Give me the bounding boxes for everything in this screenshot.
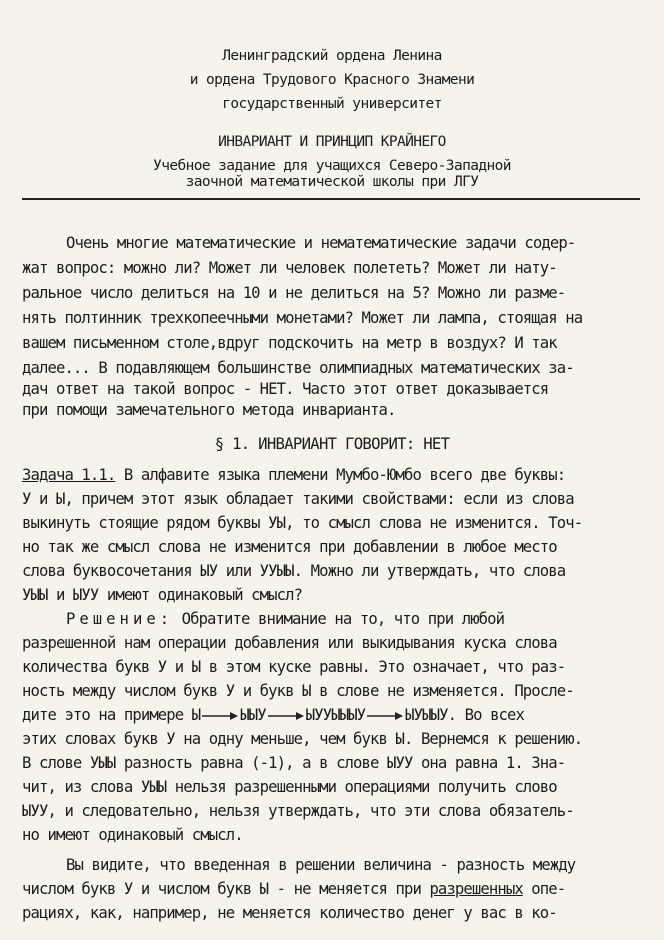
intro-line: Очень многие математические и нематематические задачи содер-	[66, 234, 576, 252]
institution-line-2: и ордена Трудового Красного Знамени	[189, 72, 475, 88]
intro-line: жат вопрос: можно ли? Может ли человек полететь? Может ли нату-	[22, 259, 557, 277]
intro-line: далее... В подавляющем большинстве олимпиадных математических за-	[22, 359, 574, 377]
closing-line: рациях, как, например, не меняется количество денег у вас в ко-	[22, 904, 557, 922]
example-word: ЫУЫЫУ	[405, 706, 448, 724]
solution-line: разрешенной нам операции добавления или выкидывания куска слова	[22, 634, 557, 652]
solution-label: Решение:	[66, 610, 174, 628]
document-title: ИНВАРИАНТ И ПРИНЦИП КРАЙНЕГО	[218, 134, 446, 150]
solution-text: Обратите внимание на то, что при любой	[173, 610, 505, 628]
problem-line: выкинуть стоящие рядом буквы УЫ, то смысл слова не изменится. Точ-	[22, 514, 583, 532]
problem-text: В алфавите языка племени Мумбо-Юмбо всего две буквы:	[115, 466, 566, 484]
section-heading: § 1. ИНВАРИАНТ ГОВОРИТ: НЕТ	[214, 435, 450, 453]
solution-line: ность между числом букв У и букв Ы в слове не изменяется. Просле-	[22, 682, 574, 700]
solution-line: этих словах букв У на одну меньше, чем букв Ы. Вернемся к решению.	[22, 730, 583, 748]
problem-line: слова буквосочетания ЫУ или УУЫЫ. Можно ли утверждать, что слова	[22, 562, 566, 580]
intro-line: при помощи замечательного метода инварианта.	[22, 401, 396, 419]
intro-line: нять полтинник трехкопеечными монетами? Может ли лампа, стоящая на	[22, 309, 583, 327]
closing-line: Вы видите, что введенная в решении величина - разность между	[66, 856, 576, 874]
problem-line: У и Ы, причем этот язык обладает такими свойствами: если из слова	[22, 490, 574, 508]
example-word: ЫЫУ	[240, 706, 266, 724]
example-suffix: . Во всех	[447, 706, 525, 724]
closing-underlined-word: разрешенных	[429, 880, 523, 898]
solution-example-line	[22, 706, 524, 724]
header-divider	[22, 198, 640, 200]
example-word: ЫУУЫЫЫУ	[305, 706, 366, 724]
institution-line-3: государственный университет	[222, 96, 442, 112]
right-arrow-icon	[366, 711, 404, 721]
solution-line: но имеют одинаковый смысл.	[22, 826, 243, 844]
problem-label: Задача 1.1.	[22, 466, 116, 484]
solution-line: В слове УЫЫ разность равна (-1), а в слове ЫУУ она равна 1. Зна-	[22, 754, 566, 772]
problem-line: но так же смысл слова не изменится при добавлении в любое место	[22, 538, 557, 556]
intro-line: дач ответ на такой вопрос - НЕТ. Часто этот ответ доказывается	[22, 380, 549, 398]
closing-line	[22, 880, 565, 898]
intro-line: вашем письменном столе,вдруг подскочить на метр в воздух? И так	[22, 334, 557, 352]
document-subtitle-2: заочной математической школы при ЛГУ	[185, 174, 479, 190]
problem-line	[22, 466, 565, 484]
example-prefix: дите это на примере	[22, 706, 184, 724]
closing-text: числом букв У и числом букв Ы - не меняется при	[22, 880, 430, 898]
right-arrow-icon	[267, 711, 305, 721]
institution-line-1: Ленинградский ордена Ленина	[222, 48, 442, 64]
right-arrow-icon	[201, 711, 239, 721]
example-word: Ы	[191, 706, 201, 724]
document-subtitle-1: Учебное задание для учащихся Северо-Западной	[153, 158, 511, 174]
solution-line	[66, 610, 504, 628]
solution-line: ЫУУ, и следовательно, нельзя утверждать, что эти слова обязатель-	[22, 802, 574, 820]
problem-line: УЫЫ и ЫУУ имеют одинаковый смысл?	[22, 586, 303, 604]
solution-line: количества букв У и Ы в этом куске равны. Это означает, что раз-	[22, 658, 566, 676]
solution-line: чит, из слова УЫЫ нельзя разрешенными операциями получить слово	[22, 778, 557, 796]
closing-text: опе-	[522, 880, 566, 898]
intro-line: ральное число делиться на 10 и не делиться на 5? Можно ли разме-	[22, 284, 566, 302]
